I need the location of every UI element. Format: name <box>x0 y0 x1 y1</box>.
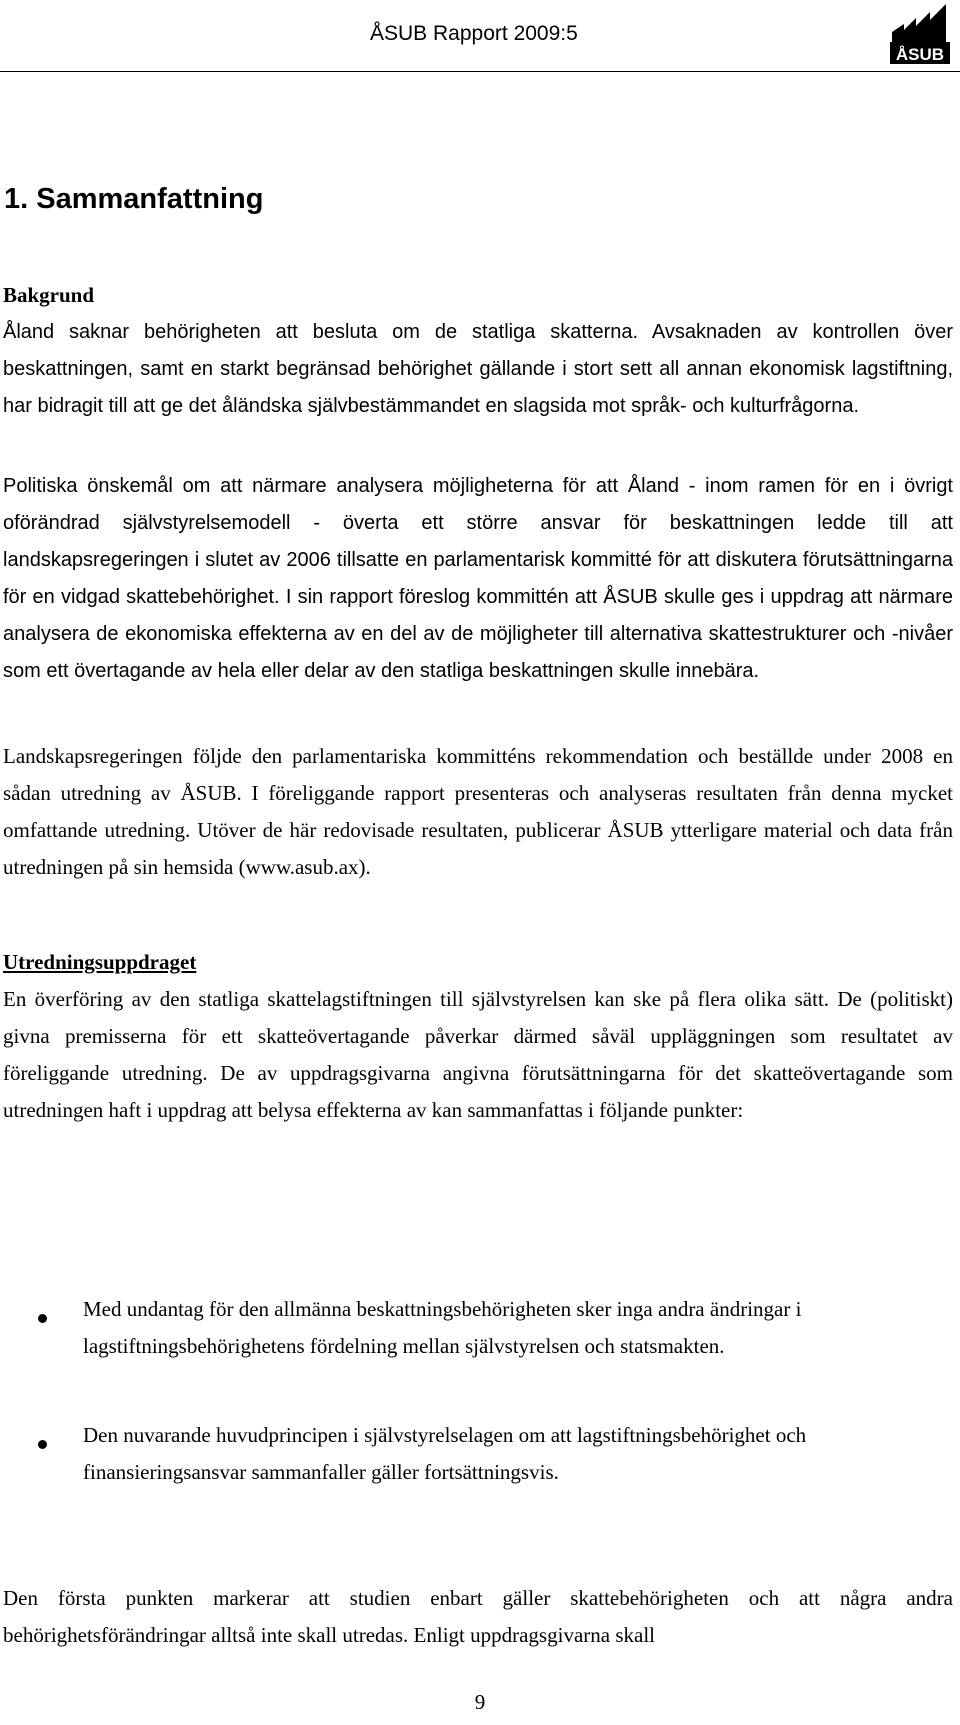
utredningsuppdraget-paragraph-1: En överföring av den statliga skattelagstiftningen till självstyrelsen kan ske på flera olika sätt. De (politiskt) givna premisserna för ett skatteövertagande påverkar därmed såväl uppläggningen som resultatet av föreliggande utredning. De av uppdragsgivarna angivna förutsättningarna för det skatteövertagande som utredningen haft i uppdrag att belysa effekterna av kan sammanfattas i följande punkter: <box>3 987 953 1122</box>
utredningsuppdraget-heading: Utredningsuppdraget <box>3 950 197 974</box>
utredningsuppdraget-section <box>3 944 953 1129</box>
bakgrund-paragraph-1: Åland saknar behörigheten att besluta om de statliga skatterna. Avsaknaden av kontrollen över beskattningen, samt en starkt begränsad behörighet gällande i stort sett all annan ekonomisk lagstiftning, har bidragit till att ge det åländska självbestämmandet en slagsida mot språk- och kulturfrågorna. <box>3 321 953 417</box>
utredningsuppdraget-paragraph-2-block <box>3 1580 953 1654</box>
bakgrund-paragraph-3-block <box>3 738 953 886</box>
bullet-icon <box>38 1440 47 1449</box>
header-title: ÅSUB Rapport 2009:5 <box>370 22 578 45</box>
section-title: 1. Sammanfattning <box>4 183 264 215</box>
bullet-icon <box>38 1314 47 1323</box>
utredningsuppdraget-paragraph-2: Den första punkten markerar att studien enbart gäller skattebehörigheten och att några andra behörighetsförändringar alltså inte skall utredas. Enligt uppdragsgivarna skall <box>3 1586 953 1647</box>
bullet-text: Den nuvarande huvudprincipen i självstyrelselagen om att lagstiftningsbehörighet och finansieringsansvar sammanfaller gäller fortsättningsvis. <box>83 1423 807 1484</box>
page-number: 9 <box>474 1690 486 1714</box>
logo-text: ÅSUB <box>895 45 945 64</box>
bakgrund-heading: Bakgrund <box>3 283 95 307</box>
bakgrund-section <box>3 277 953 425</box>
asub-logo-icon <box>888 2 952 66</box>
bullet-text: Med undantag för den allmänna beskattningsbehörigheten sker inga andra ändringar i lagstiftningsbehörighetens fördelning mellan självstyrelsen och statsmakten. <box>83 1297 802 1358</box>
bakgrund-paragraph-2-block <box>3 468 953 690</box>
page-header <box>0 0 960 75</box>
header-divider <box>0 71 960 72</box>
bakgrund-paragraph-3: Landskapsregeringen följde den parlamentariska kommitténs rekommendation och beställde under 2008 en sådan utredning av ÅSUB. I föreliggande rapport presenteras och analyseras resultaten från denna mycket omfattande utredning. Utöver de här redovisade resultaten, publicerar ÅSUB ytterligare material och data från utredningen på sin hemsida (www.asub.ax). <box>3 744 953 879</box>
bakgrund-paragraph-2: Politiska önskemål om att närmare analysera möjligheterna för att Åland - inom ramen för en i övrigt oförändrad självstyrelsemodell - överta ett större ansvar för beskattningen ledde till att landskapsregeringen i slutet av 2006 tillsatte en parlamentarisk kommitté för att diskutera förutsättningarna för en vidgad skattebehörighet. I sin rapport föreslog kommittén att ÅSUB skulle ges i uppdrag att närmare analysera de ekonomiska effekterna av en del av de möjligheter till alternativa skattestrukturer och -nivåer som ett övertagande av hela eller delar av den statliga beskattningen skulle innebära. <box>3 475 953 682</box>
